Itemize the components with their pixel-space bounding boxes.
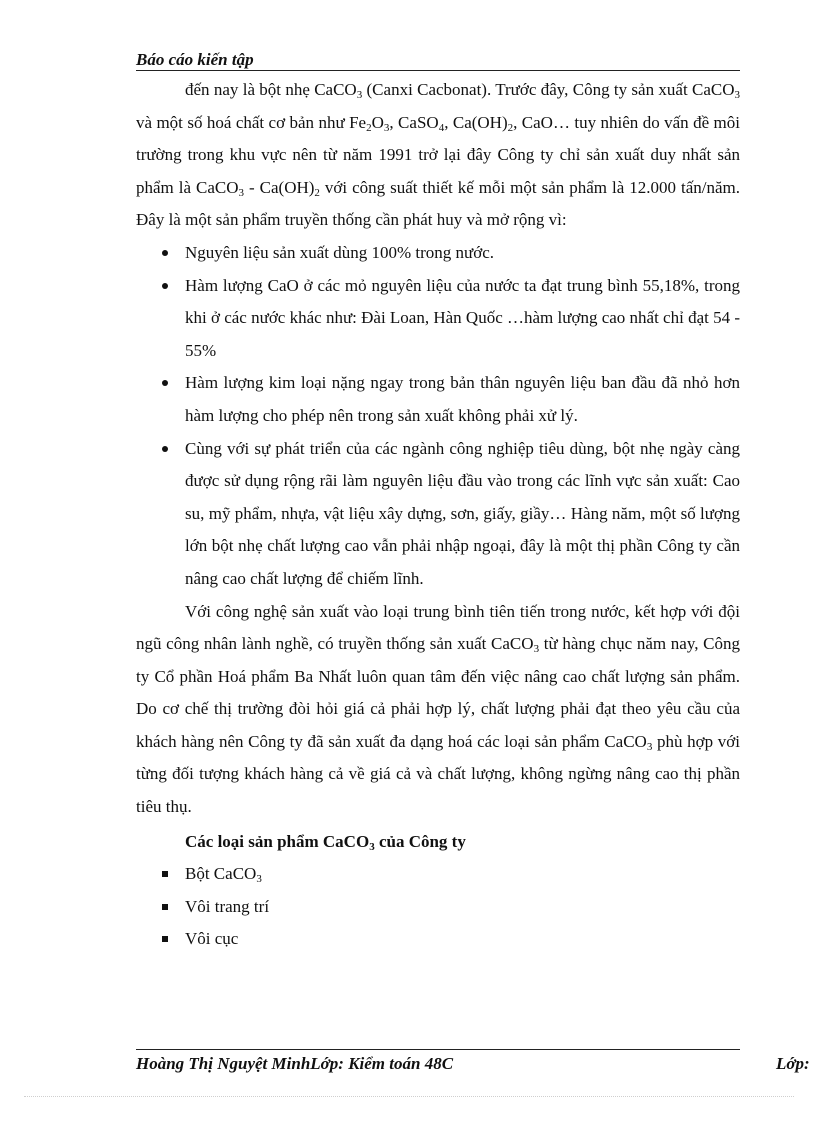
list-item: Vôi trang trí — [185, 891, 740, 924]
footer-divider — [136, 1049, 740, 1050]
footer-author: Hoàng Thị Nguyệt MinhLớp: Kiểm toán 48C — [136, 1054, 454, 1073]
footer-class-label: Lớp: — [776, 1054, 810, 1073]
square-bullet-icon — [162, 936, 168, 942]
paragraph-intro: đến nay là bột nhẹ CaCO$_3$ (Canxi Cacbonat). Trước đây, Công ty sản xuất CaCO$_3$ và một số hoá chất cơ bản như $Fe_2O_3$, CaSO$_4$, $Ca(OH)_2$, CaO… tuy nhiên do vấn đề môi trường trong khu vực nên từ năm 1991 trở lại đây Công ty chỉ sản xuất duy nhất sản phẩm là CaCO$_3$ - $Ca(OH)_2$ với công suất thiết kế mỗi một sản phẩm là 12.000 tấn/năm. Đây là một sản phẩm truyền thống cần phát huy và mở rộng vì: — [136, 80, 740, 230]
list-item: Bột CaCO$_3$ — [185, 858, 740, 891]
products-heading: Các loại sản phẩm CaCO$_3$ của Công ty — [185, 831, 466, 853]
list-item: Cùng với sự phát triển của các ngành công nghiệp tiêu dùng, bột nhẹ ngày càng được sử dụng rộng rãi làm nguyên liệu đầu vào trong các lĩnh vực sản xuất: Cao su, mỹ phẩm, nhựa, vật liệu xây dựng, sơn, giấy, giầy… Hàng năm, một số lượng lớn bột nhẹ chất lượng cao vẫn phải nhập ngoại, đây là một thị phần Công ty cần nâng cao chất lượng để chiếm lĩnh. — [185, 433, 740, 596]
list-item: Hàm lượng CaO ở các mỏ nguyên liệu của nước ta đạt trung bình 55,18%, trong khi ở các nước khác như: Đài Loan, Hàn Quốc …hàm lượng cao nhất chỉ đạt 54 - 55% — [185, 270, 740, 368]
bullet-dot-icon — [162, 250, 168, 256]
bullet-dot-icon — [162, 380, 168, 386]
page-header-title: Báo cáo kiến tập — [136, 50, 254, 69]
bullet-dot-icon — [162, 283, 168, 289]
document-body — [136, 74, 740, 956]
list-item: Hàm lượng kim loại nặng ngay trong bản thân nguyên liệu ban đầu đã nhỏ hơn hàm lượng cho phép nên trong sản xuất không phải xử lý. — [185, 367, 740, 432]
bullet-dot-icon — [162, 446, 168, 452]
header-divider — [136, 70, 740, 71]
square-bullet-icon — [162, 871, 168, 877]
products-list — [136, 858, 740, 956]
square-bullet-icon — [162, 904, 168, 910]
page-bottom-dotted-line — [24, 1096, 794, 1097]
list-item: Vôi cục — [185, 923, 740, 956]
paragraph-technology: Với công nghệ sản xuất vào loại trung bình tiên tiến trong nước, kết hợp với đội ngũ công nhân lành nghề, có truyền thống sản xuất CaCO$_3$ từ hàng chục năm nay, Công ty Cổ phần Hoá phẩm Ba Nhất luôn quan tâm đến việc nâng cao chất lượng sản phẩm. Do cơ chế thị trường đòi hỏi giá cả phải hợp lý, chất lượng phải đạt theo yêu cầu của khách hàng nên Công ty đã sản xuất đa dạng hoá các loại sản phẩm CaCO$_3$ phù hợp với từng đối tượng khách hàng cả về giá cả và chất lượng, không ngừng nâng cao thị phần tiêu thụ. — [136, 601, 740, 817]
list-item: Nguyên liệu sản xuất dùng 100% trong nước. — [185, 237, 740, 270]
reasons-list — [136, 237, 740, 596]
